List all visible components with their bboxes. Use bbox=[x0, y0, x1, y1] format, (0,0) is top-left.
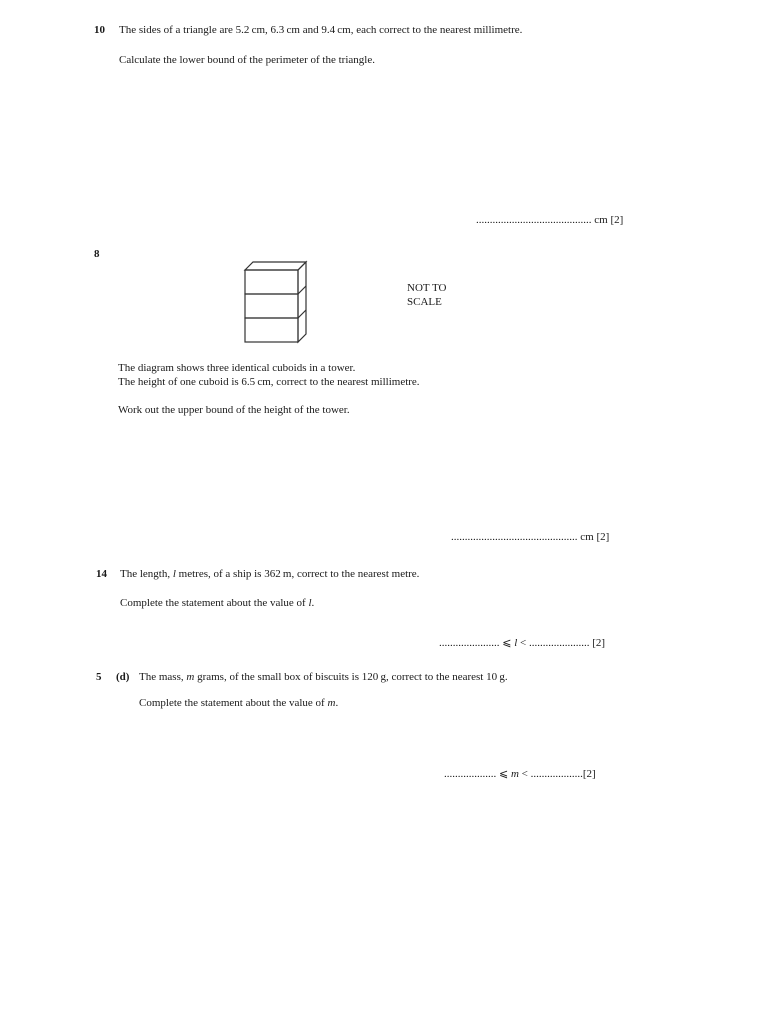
answer-unit-marks: cm [2] bbox=[580, 531, 610, 543]
le-symbol: ⩽ bbox=[499, 768, 509, 780]
upper-bound-dots[interactable]: ................... bbox=[530, 768, 583, 780]
answer-dots: .............................................. bbox=[451, 531, 578, 543]
le-symbol: ⩽ bbox=[502, 637, 512, 649]
upper-bound-dots[interactable]: ...................... bbox=[529, 637, 590, 649]
answer-line[interactable] bbox=[476, 214, 623, 226]
question-number: 10 bbox=[94, 24, 105, 36]
cuboid-top bbox=[245, 270, 298, 294]
lower-bound-dots[interactable]: ................... bbox=[444, 768, 497, 780]
question-number: 8 bbox=[94, 248, 100, 260]
cuboid-tower-diagram bbox=[240, 258, 310, 346]
question-text: The length, l metres, of a ship is 362 m, correct to the nearest metre. bbox=[120, 568, 420, 580]
lower-bound-dots[interactable]: ...................... bbox=[439, 637, 500, 649]
not-to-scale-note: NOT TO bbox=[407, 282, 447, 294]
lt-symbol: < bbox=[520, 637, 527, 649]
lt-symbol: < bbox=[521, 768, 528, 780]
inequality-answer[interactable] bbox=[444, 767, 596, 780]
marks: [2] bbox=[592, 637, 606, 649]
marks: [2] bbox=[582, 768, 596, 780]
question-instruction: Work out the upper bound of the height of the tower. bbox=[118, 404, 350, 416]
inequality-answer[interactable] bbox=[439, 636, 605, 649]
question-text: The sides of a triangle are 5.2 cm, 6.3 cm and 9.4 cm, each correct to the nearest millimetre. bbox=[119, 24, 523, 36]
variable: l bbox=[514, 637, 518, 649]
cuboid-bottom bbox=[245, 318, 298, 342]
cuboid-middle bbox=[245, 294, 298, 318]
not-to-scale-note: SCALE bbox=[407, 296, 442, 308]
variable: m bbox=[510, 768, 519, 780]
question-text: The mass, m grams, of the small box of biscuits is 120 g, correct to the nearest 10 g. bbox=[139, 671, 508, 683]
question-instruction: Complete the statement about the value of l. bbox=[120, 597, 315, 609]
top-face bbox=[245, 262, 306, 270]
answer-dots: .......................................... bbox=[476, 214, 592, 226]
question-text: The height of one cuboid is 6.5 cm, correct to the nearest millimetre. bbox=[118, 376, 420, 388]
answer-line[interactable] bbox=[451, 531, 609, 543]
question-number: 5 bbox=[96, 671, 102, 683]
side-face bbox=[298, 262, 306, 342]
question-instruction: Complete the statement about the value of m. bbox=[139, 697, 339, 709]
question-instruction: Calculate the lower bound of the perimeter of the triangle. bbox=[119, 54, 375, 66]
question-number: 14 bbox=[96, 568, 107, 580]
answer-unit-marks: cm [2] bbox=[594, 214, 624, 226]
question-text: The diagram shows three identical cuboids in a tower. bbox=[118, 362, 356, 374]
question-part: (d) bbox=[116, 671, 130, 683]
